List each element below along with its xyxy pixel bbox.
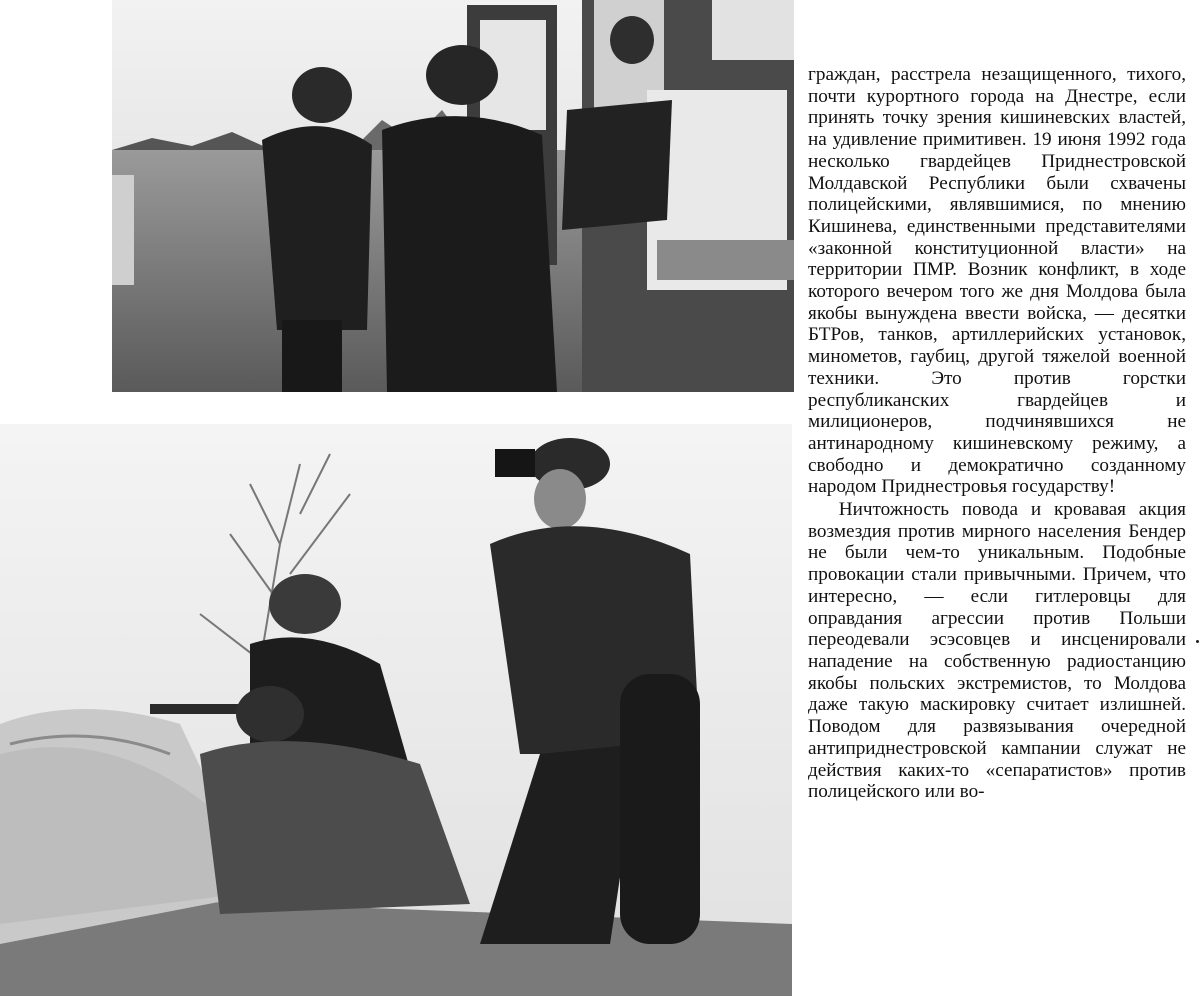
- photo-soldiers-on-armored-vehicle: [0, 424, 792, 996]
- article-paragraph: Ничтожность повода и кровавая акция возмездия против мирного населения Бендер не были чем-то уникальным. Подобные провокации стали привычными. Причем, что интересно, — если гитлеровцы для оправдания агрессии против Польши переодевали эсэсовцев и инсценировали нападение на собственную радиостанцию якобы польских экстремистов, то Молдова даже такую маскировку считает излишней. Поводом для развязывания очередной антиприднестровской кампании служат не действия каких-то «сепаратистов» против полицейского или во-: [808, 499, 1186, 803]
- photo-men-by-truck: [112, 0, 794, 392]
- margin-speck: [1196, 640, 1199, 643]
- article-text-column: [808, 64, 1186, 803]
- article-paragraph: граждан, расстрела незащищенного, тихого, почти курортного города на Днестре, если принять точку зрения кишиневских властей, на удивление примитивен. 19 июня 1992 года несколько гвардейцев Приднестровской Молдавской Республики были схвачены полицейскими, являвшимися, по мнению Кишинева, единственными представителями «законной конституционной власти» на территории ПМР. Возник конфликт, в ходе которого вечером того же дня Молдова была якобы вынуждена ввести войска, — десятки БТРов, танков, артиллерийских установок, минометов, гаубиц, другой тяжелой военной техники. Это против горстки республиканских гвардейцев и милиционеров, подчинявшихся не антинародному кишиневскому режиму, а свободно и демократично созданному народом Приднестровья государству!: [808, 64, 1186, 498]
